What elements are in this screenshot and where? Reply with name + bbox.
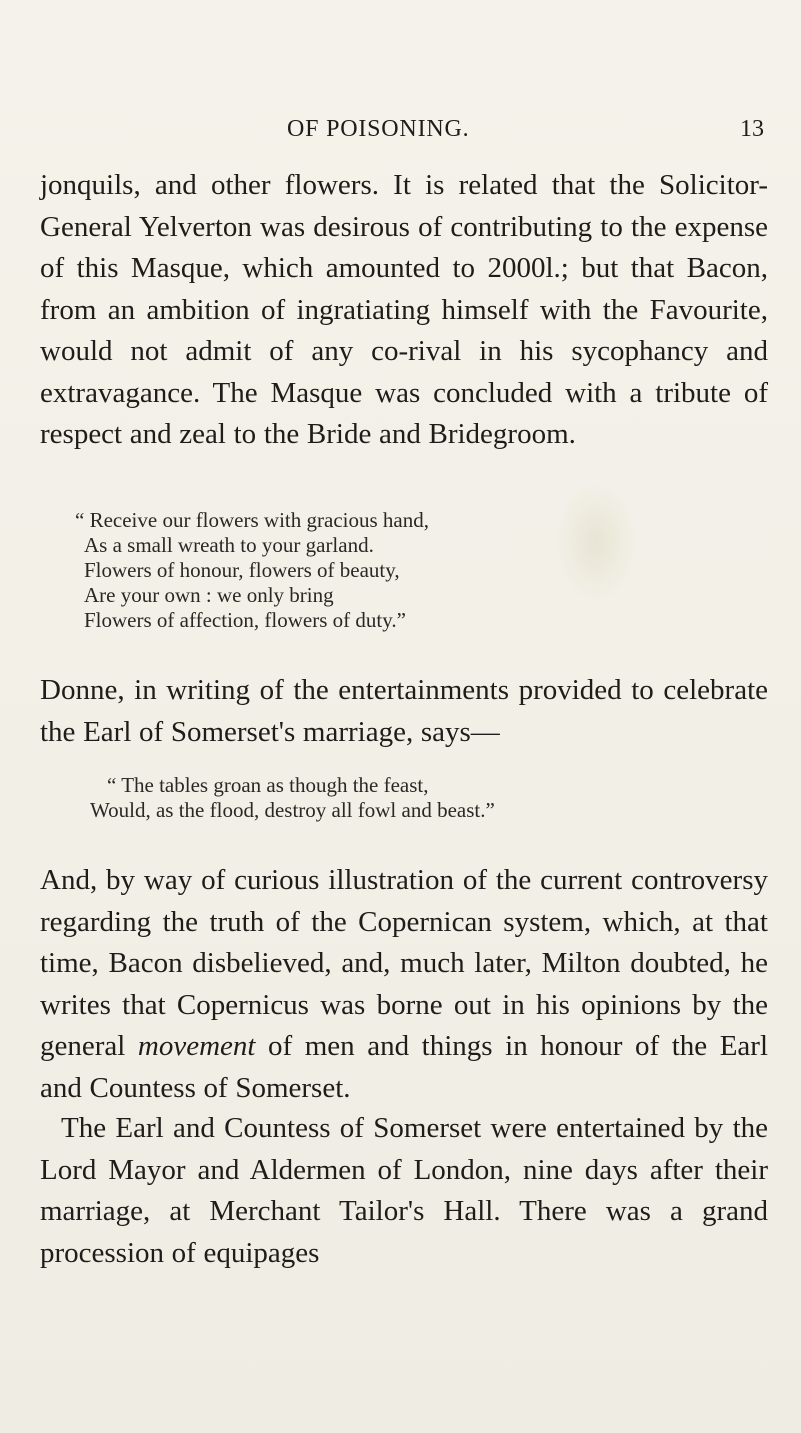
running-head [0,116,801,156]
paper-discoloration [556,482,636,602]
running-title: OF POISONING. [287,116,470,142]
paragraph-copernican [40,860,768,1110]
quote-line: “ The tables groan as though the feast, [107,773,429,797]
paragraph-copernican-text-before-italic: And, by way of curious illustration of the current controversy regarding the truth of the Copernican system, which, at that time, Bacon disbelieved, and, much later, Milton doubted, he writes that Copernicus was borne out in his opinions by the general [40,864,768,1062]
paragraph-donne: Donne, in writing of the entertainments provided to celebrate the Earl of Somerset's marriage, says— [40,674,768,748]
quote-line: Are your own : we only bring [84,583,334,607]
italic-word-movement: movement [137,1030,256,1062]
page-number: 13 [740,116,764,142]
feast-verse-quote [90,773,495,828]
quote-line: Flowers of honour, flowers of beauty, [84,558,400,582]
quote-line: “ Receive our flowers with gracious hand, [75,508,429,532]
quote-line: Would, as the flood, destroy all fowl and beast.” [90,798,495,822]
flower-verse-quote [75,508,429,638]
paragraph-masque-expense: jonquils, and other flowers. It is related that the Solicitor-General Yelverton was desirous of contributing to the expense of this Masque, which amounted to 2000l.; but that Bacon, from an ambition of ingratiating himself with the Favourite, would not admit of any co-rival in his sycophancy and extravagance. The Masque was concluded with a tribute of respect and zeal to the Bride and Bridegroom. [40,169,768,450]
quote-line: As a small wreath to your garland. [84,533,374,557]
paragraph-merchant-tailors-hall: The Earl and Countess of Somerset were entertained by the Lord Mayor and Aldermen of London, nine days after their marriage, at Merchant Tailor's Hall. There was a grand procession of equipages [40,1112,768,1269]
paragraph-copernican-text-after-italic: of men and things in honour of the Earl and Countess of Somerset. [40,1030,769,1104]
quote-line: Flowers of affection, flowers of duty.” [84,608,406,632]
